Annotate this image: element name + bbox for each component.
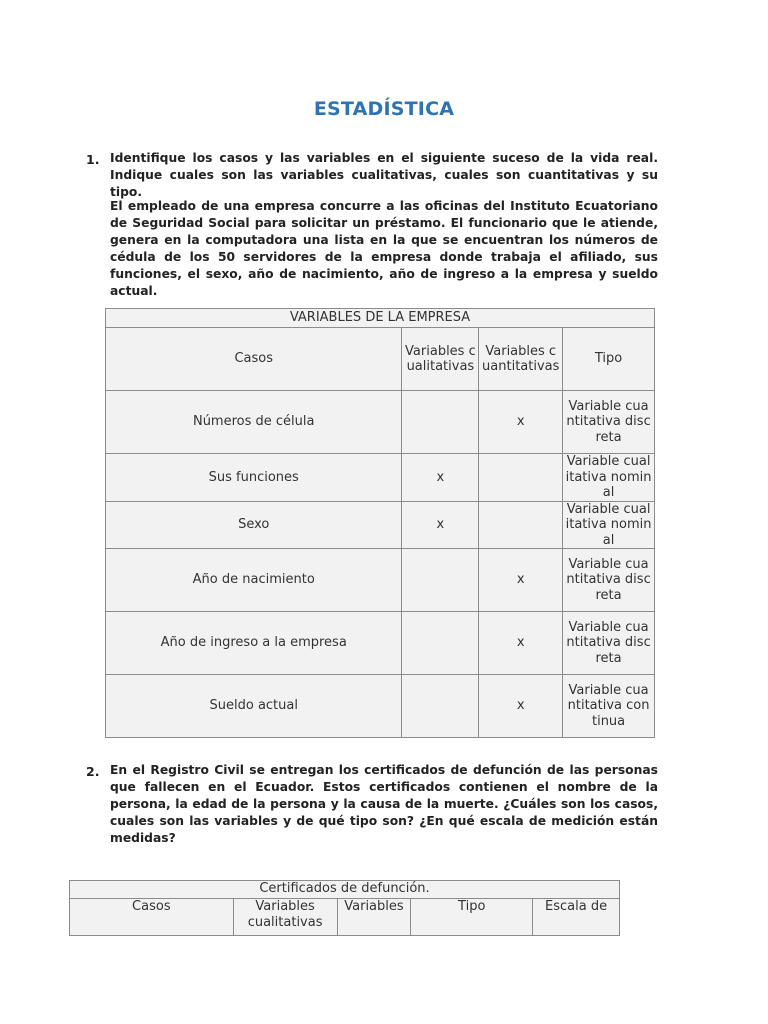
cell-tipo: Variable cuantitativa discreta	[563, 612, 655, 675]
cell-caso: Año de ingreso a la empresa	[106, 612, 402, 675]
cell-cuantitativa: x	[479, 391, 563, 454]
cell-tipo: Variable cualitativa nominal	[563, 501, 655, 549]
cell-caso: Año de nacimiento	[106, 549, 402, 612]
cell-cualitativa	[402, 391, 479, 454]
table-row	[106, 391, 655, 454]
cell-cualitativa	[402, 612, 479, 675]
certificates-table	[69, 880, 620, 936]
cell-tipo: Variable cualitativa nominal	[563, 454, 655, 502]
cell-cualitativa	[402, 549, 479, 612]
header-casos: Casos	[106, 328, 402, 391]
cell-cualitativa: x	[402, 454, 479, 502]
table-caption: VARIABLES DE LA EMPRESA	[106, 309, 655, 328]
header-escala: Escala de	[533, 899, 620, 936]
cell-caso: Sueldo actual	[106, 675, 402, 738]
cell-cuantitativa	[479, 501, 563, 549]
header-variables: Variables	[337, 899, 411, 936]
header-tipo: Tipo	[411, 899, 533, 936]
cell-tipo: Variable cuantitativa discreta	[563, 549, 655, 612]
table-caption: Certificados de defunción.	[70, 881, 620, 899]
page-title: ESTADÍSTICA	[313, 98, 455, 120]
cell-tipo: Variable cuantitativa continua	[563, 675, 655, 738]
question-1-number: 1.	[86, 152, 100, 167]
cell-cualitativa	[402, 675, 479, 738]
header-cualitativas: Variables cualitativas	[402, 328, 479, 391]
cell-cuantitativa: x	[479, 612, 563, 675]
question-1-prompt: Identifique los casos y las variables en el siguiente suceso de la vida real. Indique cuales son las variables cualitativas, cuales son cuantitativas y su tipo.	[110, 151, 658, 199]
table-row	[106, 454, 655, 502]
cell-cuantitativa: x	[479, 675, 563, 738]
question-2-prompt: En el Registro Civil se entregan los certificados de defunción de las personas que fallecen en el Ecuador. Estos certificados contienen el nombre de la persona, la edad de la persona y la causa de la muerte. ¿Cuáles son los casos, cuales son las variables y de qué tipo son? ¿En qué escala de medición están medidas?	[110, 763, 658, 845]
table-row	[106, 675, 655, 738]
cell-caso: Sus funciones	[106, 454, 402, 502]
cell-caso: Sexo	[106, 501, 402, 549]
header-cualitativas: Variables cualitativas	[233, 899, 337, 936]
table-row	[106, 549, 655, 612]
question-2-number: 2.	[86, 764, 100, 779]
cell-cuantitativa	[479, 454, 563, 502]
header-casos: Casos	[70, 899, 234, 936]
table-row	[106, 612, 655, 675]
header-cuantitativas: Variables cuantitativas	[479, 328, 563, 391]
question-1-scenario: El empleado de una empresa concurre a las oficinas del Instituto Ecuatoriano de Seguridad Social para solicitar un préstamo. El funcionario que le atiende, genera en la computadora una lista en la que se encuentran los números de cédula de los 50 servidores de la empresa donde trabaja el afiliado, sus funciones, el sexo, año de nacimiento, año de ingreso a la empresa y sueldo actual.	[110, 199, 658, 298]
header-tipo: Tipo	[563, 328, 655, 391]
cell-caso: Números de célula	[106, 391, 402, 454]
variables-table	[105, 308, 655, 738]
cell-cuantitativa: x	[479, 549, 563, 612]
cell-cualitativa: x	[402, 501, 479, 549]
table-row	[106, 501, 655, 549]
cell-tipo: Variable cuantitativa discreta	[563, 391, 655, 454]
